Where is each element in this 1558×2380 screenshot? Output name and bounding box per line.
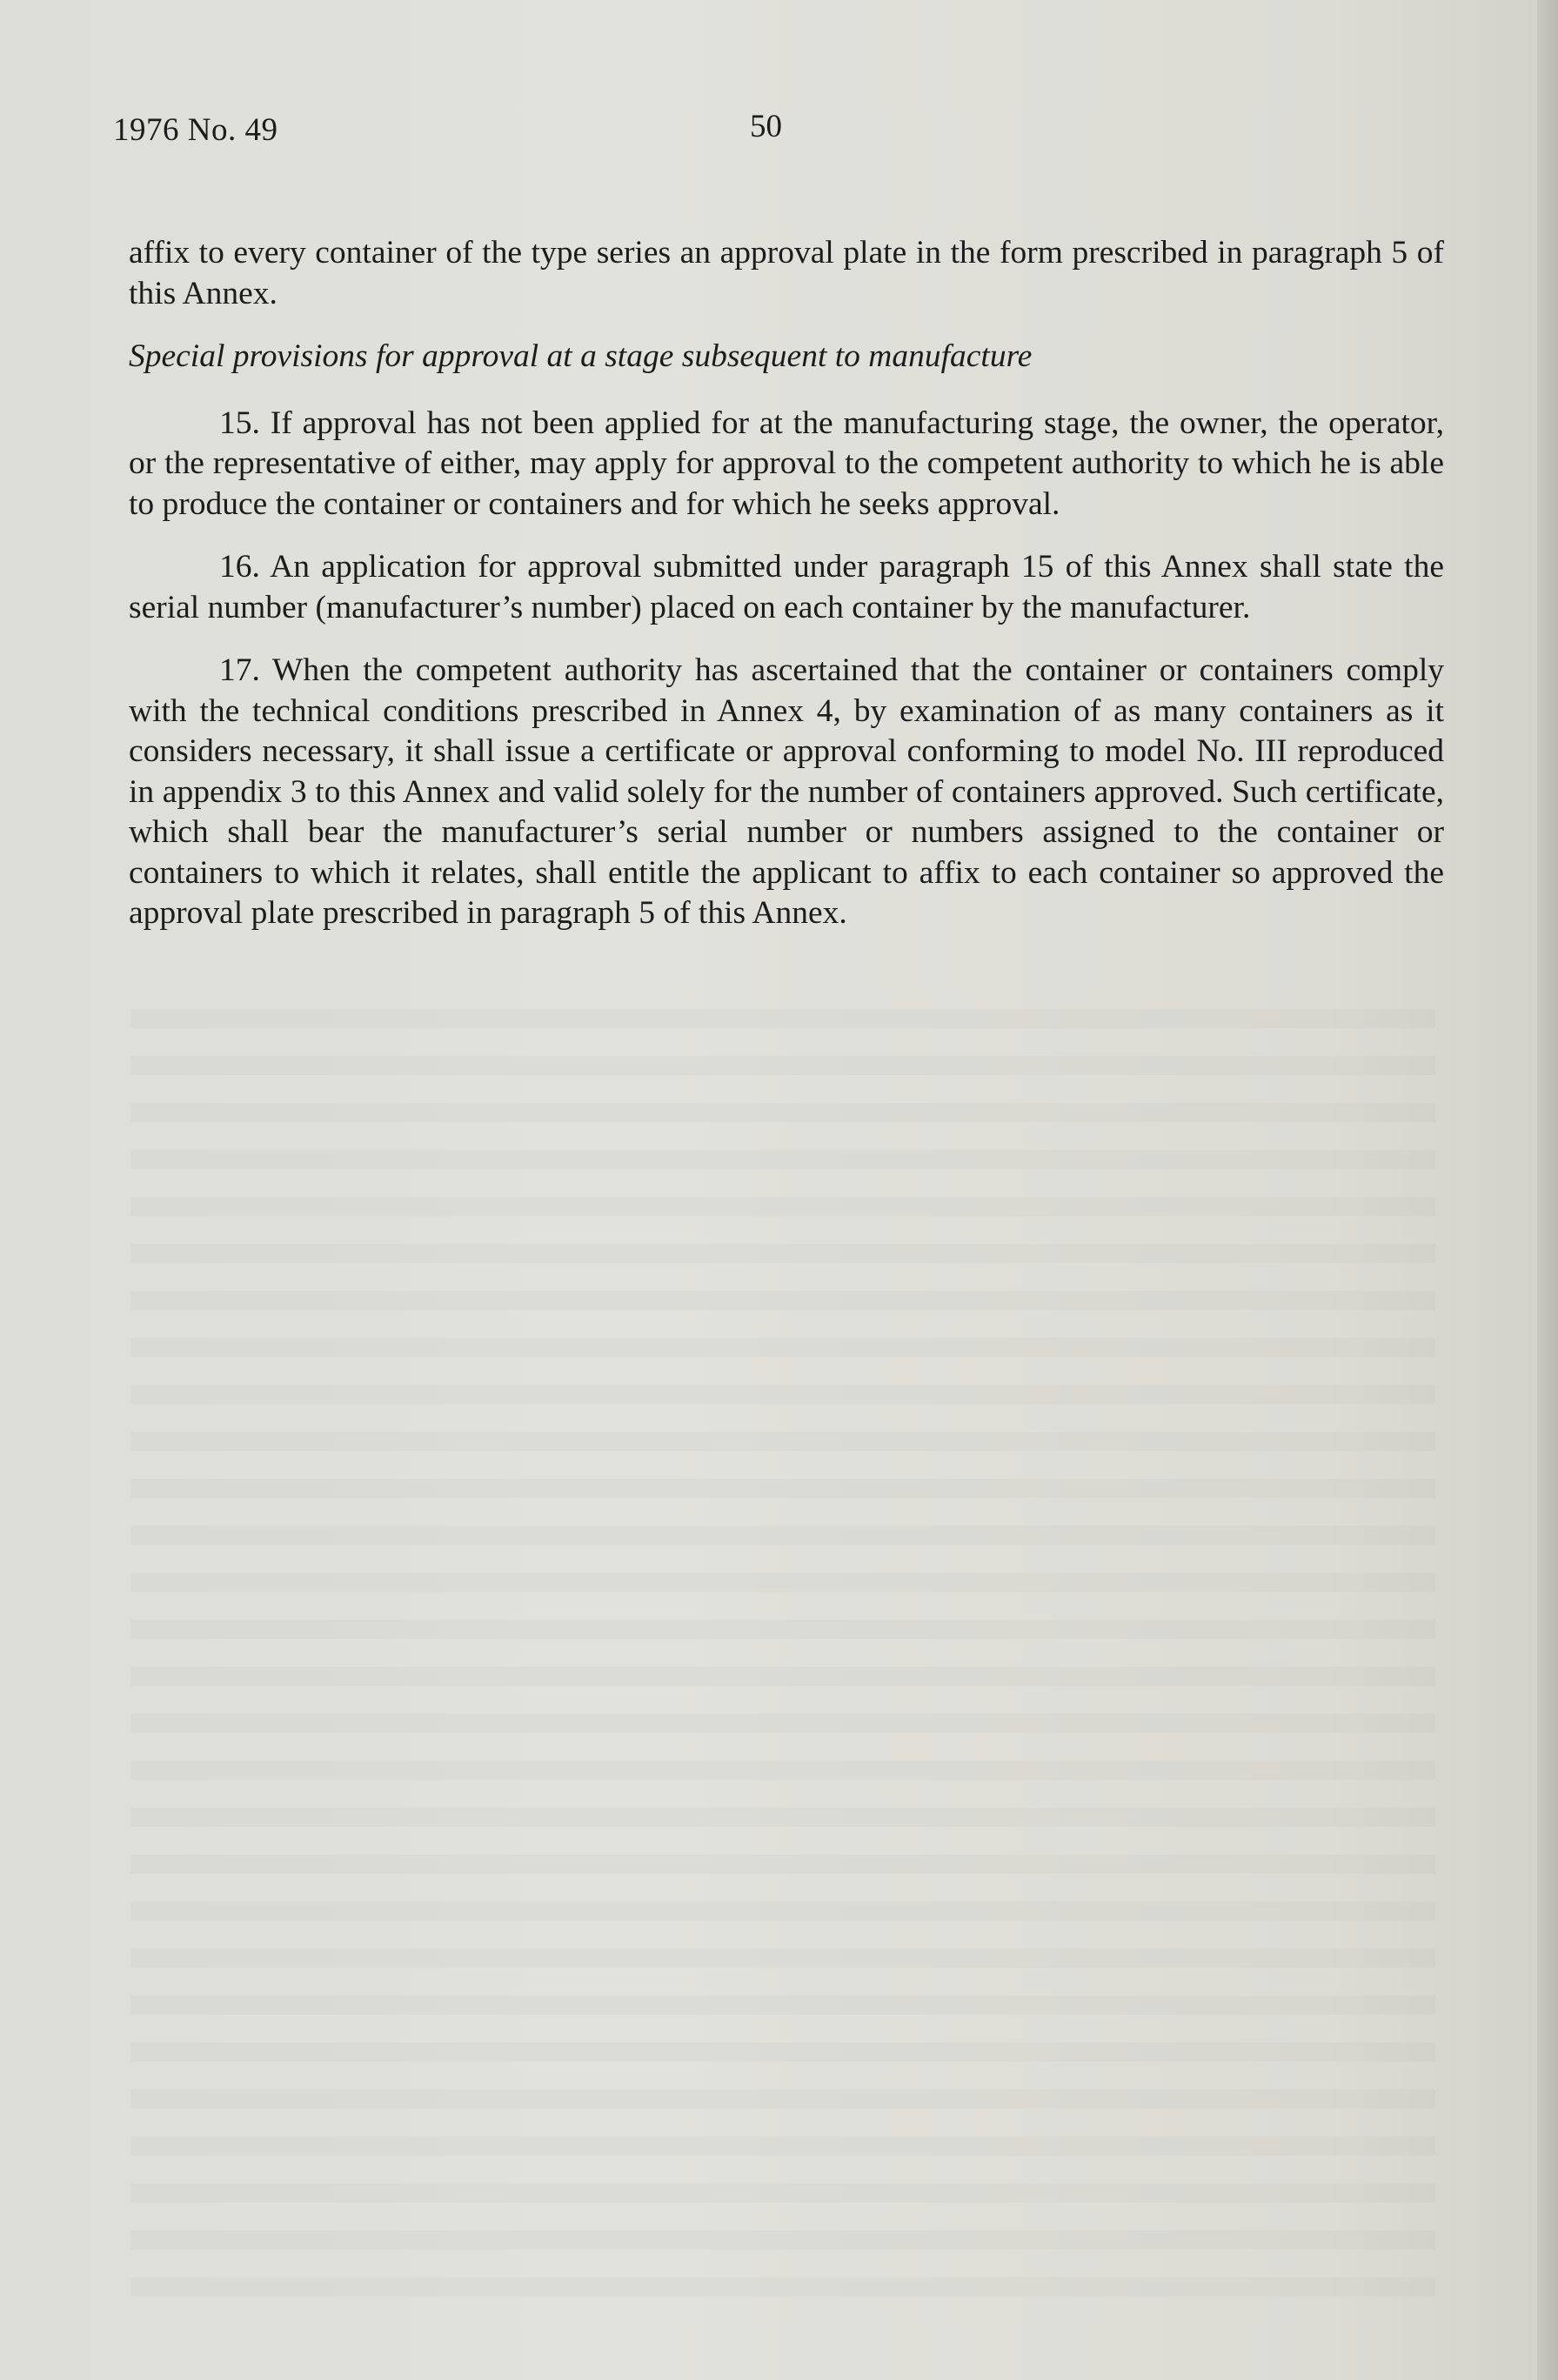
paragraph-17: 17. When the competent authority has ascertained that the container or containers comply with the technical conditions prescribed in Annex 4, by examination of as many containers as it considers necessary, it shall issue a certificate or approval conforming to model No. III reproduced in appendix 3 to this Annex and valid solely for the number of containers approved. Such certificate, which shall bear the manufacturer’s serial number or numbers assigned to the container or containers to which it relates, shall entitle the applicant to affix to each container so approved the approval plate prescribed in paragraph 5 of this Annex. bbox=[129, 652, 1444, 931]
paragraph-continuation: affix to every container of the type series an approval plate in the form prescribed in paragraph 5 of this Annex. bbox=[129, 235, 1444, 311]
page-edge bbox=[1537, 0, 1558, 2380]
body-text bbox=[129, 233, 1444, 957]
show-through-background bbox=[130, 1009, 1435, 2314]
paragraph-16: 16. An application for approval submitted under paragraph 15 of this Annex shall state the serial number (manufacturer’s number) placed on each container by the manufacturer. bbox=[129, 549, 1444, 625]
running-head: 1976 No. 49 bbox=[113, 112, 278, 148]
section-heading: Special provisions for approval at a stage subsequent to manufacture bbox=[129, 338, 1033, 374]
paragraph-15: 15. If approval has not been applied for at the manufacturing stage, the owner, the operator, or the representative of either, may apply for approval to the competent authority to which he is able to produce the container or containers and for which he seeks approval. bbox=[129, 404, 1444, 522]
page-number: 50 bbox=[750, 109, 782, 144]
